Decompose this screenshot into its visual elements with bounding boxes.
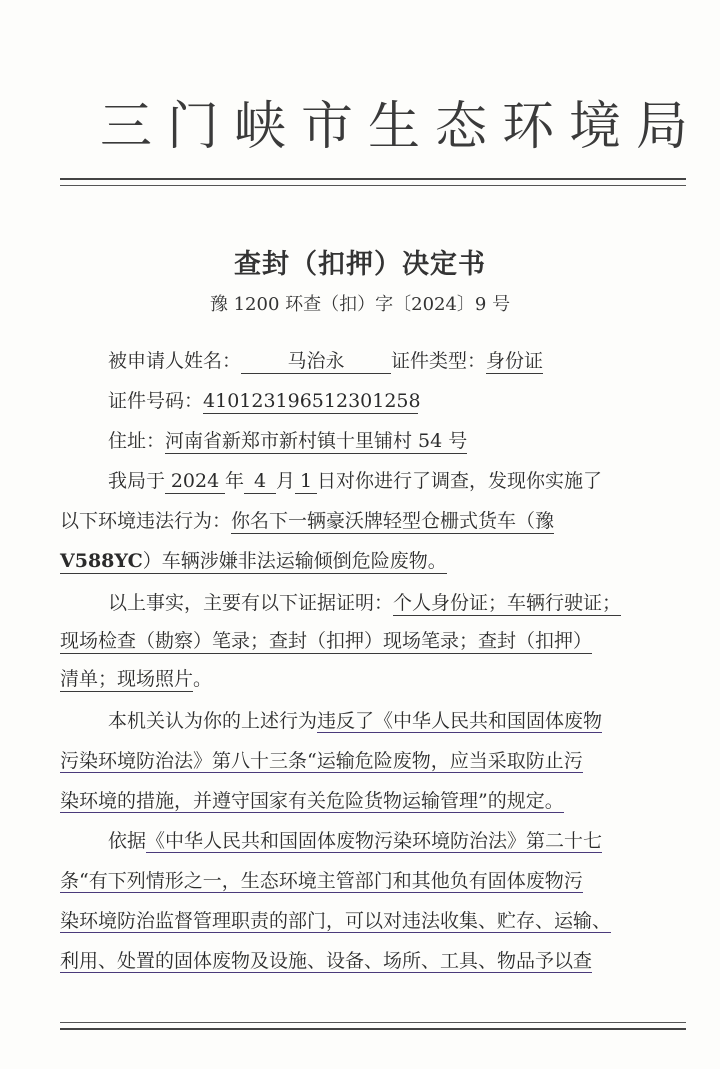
investigation-prefix: 我局于: [108, 470, 166, 492]
evidence-items-1: 个人身份证；车辆行驶证；: [393, 592, 622, 614]
document-number: 豫 1200 环查（扣）字〔2024〕9 号: [209, 294, 511, 315]
violated-law-2: 污染环境防治法》第八十三条“运输危险废物，应当采取防止污: [60, 750, 583, 772]
evidence-end: 。: [193, 668, 213, 690]
evidence-line-2: [60, 626, 690, 656]
name-label: 被申请人姓名：: [108, 350, 242, 372]
violated-law-3: 染环境的措施，并遵守国家有关危险货物运输管理”的规定。: [60, 790, 564, 812]
footer-rule-thin: [60, 1022, 686, 1023]
header-rule-thick: [60, 178, 686, 180]
address-label: 住址：: [108, 430, 166, 452]
basis-line-1: [108, 826, 720, 856]
evidence-line-3: [60, 664, 690, 694]
evidence-items-3: 清单；现场照片: [60, 668, 194, 690]
violation-line-3: [60, 786, 690, 816]
year-unit: 年: [225, 470, 245, 492]
investigation-month: 4: [244, 469, 276, 494]
basis-line-3: [60, 906, 690, 936]
violated-law-1: 违反了《中华人民共和国固体废物: [317, 710, 603, 732]
address-line: [108, 426, 720, 456]
violation-prefix: 本机关认为你的上述行为: [108, 710, 318, 732]
legal-basis-1: 《中华人民共和国固体废物污染环境防治法》第二十七: [146, 830, 603, 852]
legal-basis-4: 利用、处置的固体废物及设施、设备、场所、工具、物品予以查: [60, 950, 593, 972]
id-type-value: 身份证: [486, 350, 544, 372]
name-value: 马治永: [241, 349, 391, 374]
violation-description: ）车辆涉嫌非法运输倾倒危险废物。: [142, 550, 447, 572]
evidence-line-1: [108, 588, 720, 618]
evidence-intro: 以上事实，主要有以下证据证明：: [108, 592, 394, 614]
investigation-line-2: [60, 506, 690, 536]
agency-letterhead: 三门峡市生态环境局: [100, 97, 704, 157]
basis-line-2: [60, 866, 690, 896]
id-number-label: 证件号码：: [108, 390, 204, 412]
id-number-line: [108, 386, 720, 416]
investigation-year: 2024: [165, 469, 225, 494]
investigation-suffix: 日对你进行了调查，发现你实施了: [317, 470, 603, 492]
violation-intro: 以下环境违法行为：: [60, 510, 232, 532]
investigation-line-1: [108, 466, 720, 496]
address-value: 河南省新郑市新村镇十里铺村 54 号: [165, 430, 468, 452]
basis-prefix: 依据: [108, 830, 147, 852]
basis-line-4: [60, 946, 690, 976]
footer-rule-thick: [60, 1028, 686, 1030]
violation-line-2: [60, 746, 690, 776]
legal-basis-3: 染环境防治监督管理职责的部门，可以对违法收集、贮存、运输、: [60, 910, 612, 932]
violation-line-1: [108, 706, 720, 736]
document-title: 查封（扣押）决定书: [234, 249, 486, 280]
investigation-day: 1: [295, 469, 317, 494]
id-type-label: 证件类型：: [391, 350, 487, 372]
vehicle-description: 你名下一辆豪沃牌轻型仓栅式货车（豫: [231, 510, 555, 532]
evidence-items-2: 现场检查（勘察）笔录；查封（扣押）现场笔录；查封（扣押）: [60, 630, 593, 652]
header-rule-thin: [60, 185, 686, 186]
legal-basis-2: 条“有下列情形之一，生态环境主管部门和其他负有固体废物污: [60, 870, 583, 892]
month-unit: 月: [276, 470, 296, 492]
license-plate: V588YC: [60, 550, 143, 572]
id-number-value: 410123196512301258: [203, 390, 421, 412]
name-line: [108, 346, 720, 376]
investigation-line-3: [60, 546, 690, 576]
